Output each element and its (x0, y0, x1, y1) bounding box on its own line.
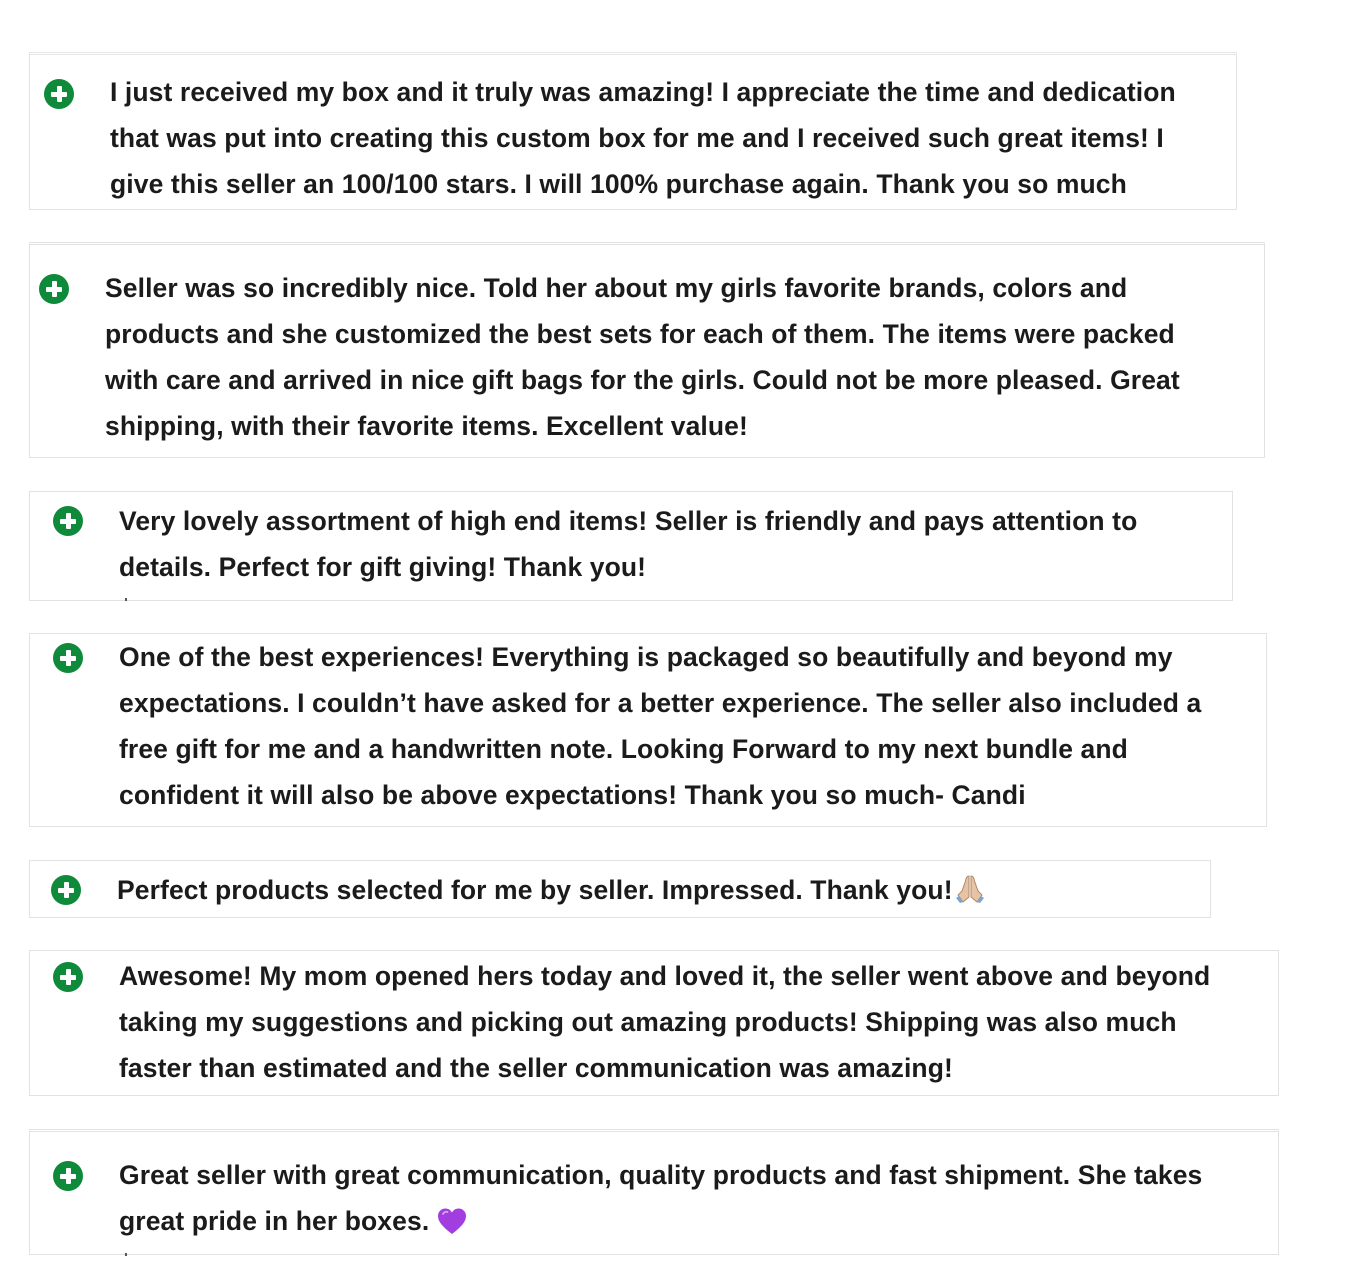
review-line (119, 1198, 1202, 1244)
review-line: products and she customized the best sets for each of them. The items were packed (105, 319, 1175, 349)
plus-circle-icon[interactable] (53, 1161, 83, 1191)
review-line: taking my suggestions and picking out amazing products! Shipping was also much (119, 1007, 1177, 1037)
review-text (119, 1152, 1202, 1244)
divider-tick (125, 598, 127, 601)
review-line-text: Perfect products selected for me by seller. Impressed. Thank you! (117, 875, 953, 905)
review-card (29, 1129, 1279, 1255)
review-line: details. Perfect for gift giving! Thank you! (119, 552, 647, 582)
review-line: Seller was so incredibly nice. Told her about my girls favorite brands, colors and (105, 273, 1128, 303)
review-line: free gift for me and a handwritten note. Looking Forward to my next bundle and (119, 734, 1128, 764)
review-line: I just received my box and it truly was amazing! I appreciate the time and dedication (110, 77, 1176, 107)
review-text (105, 265, 1180, 449)
review-text (110, 69, 1176, 207)
review-card (29, 491, 1233, 601)
review-line: shipping, with their favorite items. Excellent value! (105, 411, 748, 441)
plus-circle-icon[interactable] (51, 875, 81, 905)
review-card (29, 860, 1211, 918)
plus-circle-icon[interactable] (39, 274, 69, 304)
review-line: give this seller an 100/100 stars. I will 100% purchase again. Thank you so much (110, 169, 1127, 199)
purple-heart-emoji (437, 1207, 467, 1235)
review-card (29, 242, 1265, 458)
review-card (29, 950, 1279, 1096)
plus-circle-icon[interactable] (53, 962, 83, 992)
review-line: One of the best experiences! Everything is packaged so beautifully and beyond my (119, 642, 1173, 672)
review-card (29, 52, 1237, 210)
plus-circle-icon[interactable] (53, 506, 83, 536)
plus-circle-icon[interactable] (44, 79, 74, 109)
review-line: faster than estimated and the seller communication was amazing! (119, 1053, 953, 1083)
review-line (117, 867, 986, 913)
folded-hands-emoji (954, 873, 986, 903)
review-line: that was put into creating this custom box for me and I received such great items! I (110, 123, 1164, 153)
review-line: expectations. I couldn’t have asked for a better experience. The seller also included a (119, 688, 1202, 718)
review-card (29, 633, 1267, 827)
review-line: with care and arrived in nice gift bags for the girls. Could not be more pleased. Great (105, 365, 1180, 395)
review-line-text: great pride in her boxes. (119, 1206, 430, 1236)
plus-circle-icon[interactable] (53, 643, 83, 673)
review-text (117, 867, 986, 913)
review-line: Very lovely assortment of high end items! Seller is friendly and pays attention to (119, 506, 1138, 536)
review-text (119, 953, 1210, 1091)
review-text (119, 634, 1201, 818)
review-line: Awesome! My mom opened hers today and loved it, the seller went above and beyond (119, 961, 1211, 991)
divider-tick (125, 1253, 127, 1256)
review-line: Great seller with great communication, quality products and fast shipment. She takes (119, 1160, 1203, 1190)
review-line: confident it will also be above expectations! Thank you so much- Candi (119, 780, 1026, 810)
review-text (119, 498, 1137, 590)
